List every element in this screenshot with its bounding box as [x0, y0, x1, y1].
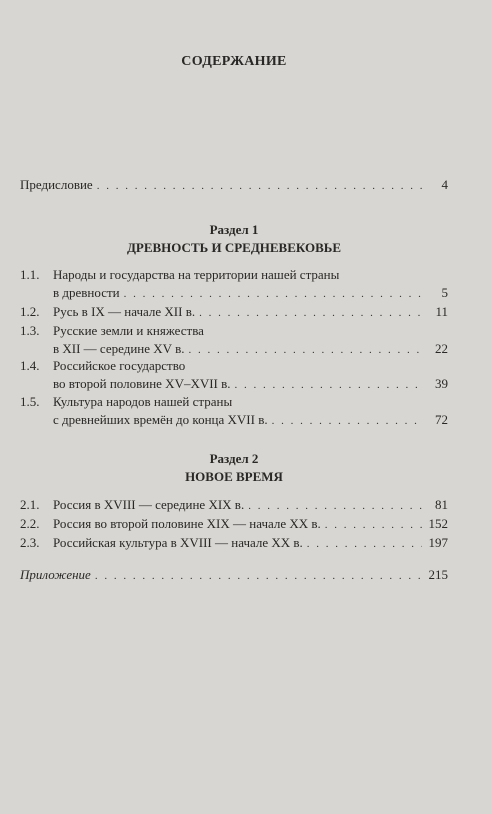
toc-entry: [20, 322, 448, 359]
leader-dots: [272, 412, 422, 430]
toc-entry: [20, 534, 448, 553]
toc-page-number: 81: [435, 497, 448, 512]
leader-dots: [235, 376, 422, 394]
toc-entry-number: 1.5.: [20, 394, 40, 409]
leader-dots: [124, 285, 422, 303]
toc-page-number: 197: [428, 535, 448, 550]
leader-dots: [307, 535, 422, 553]
page-title: СОДЕРЖАНИЕ: [181, 54, 287, 69]
toc-entry-label: Приложение: [20, 567, 91, 582]
toc-page-number: 5: [441, 285, 448, 300]
section-title: НОВОЕ ВРЕМЯ: [185, 469, 283, 484]
toc-entry-preface: [20, 176, 448, 195]
toc-entry: [20, 515, 448, 534]
toc-page-number: 215: [428, 567, 448, 582]
leader-dots: [199, 304, 422, 322]
leader-dots: [97, 177, 422, 195]
toc-entry-number: 2.2.: [20, 516, 40, 531]
toc-entry: [20, 357, 448, 394]
toc-page-number: 22: [435, 341, 448, 356]
toc-entry-label: Россия в XVIII — середине XIX в.: [53, 497, 245, 512]
section-label: Раздел 1: [209, 222, 259, 237]
toc-entry-number: 1.2.: [20, 304, 40, 319]
toc-entry-number: 1.4.: [20, 358, 40, 373]
toc-entry-label: Российская культура в XVIII — начале XX в.: [53, 535, 303, 550]
toc-entry-label: Предисловие: [20, 177, 93, 192]
section-title: ДРЕВНОСТЬ И СРЕДНЕВЕКОВЬЕ: [126, 240, 342, 255]
toc-entry-label: Русь в IX — начале XII в.: [53, 304, 196, 319]
toc-entry-label-cont: в древности: [53, 285, 120, 300]
toc-entry: [20, 393, 448, 430]
toc-entry-number: 1.1.: [20, 267, 40, 282]
toc-page-number: 4: [441, 177, 448, 192]
toc-entry: [20, 266, 448, 303]
toc-page-number: 39: [435, 376, 448, 391]
section-label: Раздел 2: [209, 451, 259, 466]
toc-entry-label: Народы и государства на территории нашей страны: [53, 267, 340, 282]
toc-entry-label: Русские земли и княжества: [53, 323, 204, 338]
toc-page-number: 152: [428, 516, 448, 531]
toc-page-number: 11: [435, 304, 448, 319]
leader-dots: [325, 516, 422, 534]
toc-entry-number: 2.1.: [20, 497, 40, 512]
toc-entry-label: Россия во второй половине XIX — начале XX в.: [53, 516, 321, 531]
toc-entry-number: 2.3.: [20, 535, 40, 550]
toc-entry-label-cont: в XII — середине XV в.: [53, 341, 185, 356]
toc-entry: [20, 303, 448, 322]
toc-entry-number: 1.3.: [20, 323, 40, 338]
toc-entry: [20, 496, 448, 515]
toc-entry-label: Российское государство: [53, 358, 186, 373]
toc-entry-label-cont: с древнейших времён до конца XVII в.: [53, 412, 268, 427]
toc-entry-label: Культура народов нашей страны: [53, 394, 233, 409]
toc-entry-label-cont: во второй половине XV–XVII в.: [53, 376, 231, 391]
toc-page-number: 72: [435, 412, 448, 427]
leader-dots: [248, 497, 422, 515]
leader-dots: [95, 567, 422, 585]
toc-entry-appendix: [20, 566, 448, 585]
